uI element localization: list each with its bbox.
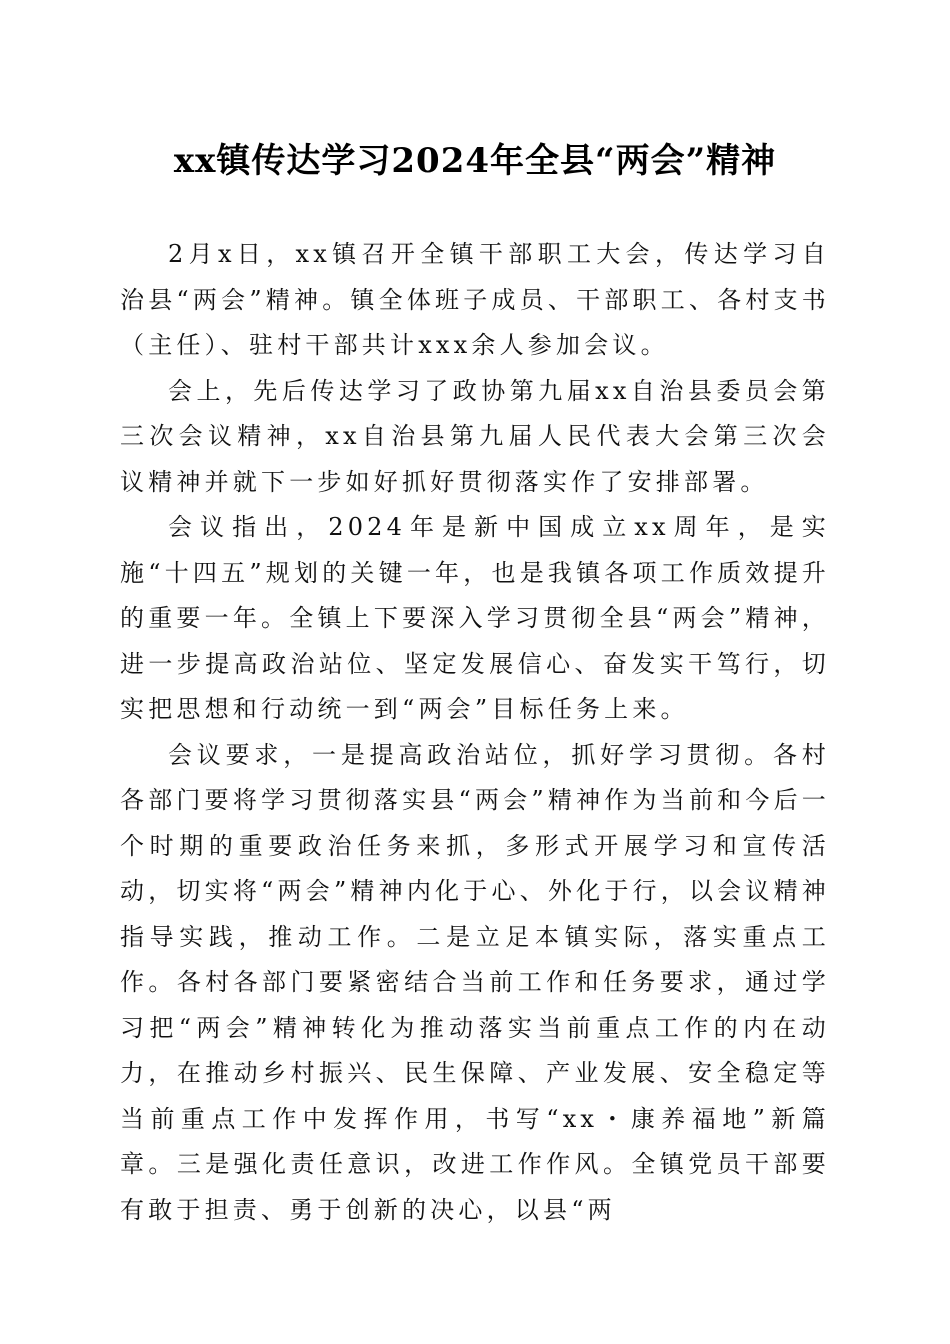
paragraph-meeting-intro: 2月x日，xx镇召开全镇干部职工大会，传达学习自治县“两会”精神。镇全体班子成员、干部职工、各村支书（主任）、驻村干部共计xxx余人参加会议。 — [120, 240, 830, 359]
paragraph-meeting-requirements: 会议要求，一是提高政治站位，抓好学习贯彻。各村各部门要将学习贯彻落实县“两会”精神作为当前和今后一个时期的重要政治任务来抓，多形式开展学习和宣传活动，切实将“两会”精神内化于心、外化于行，以会议精神指导实践，推动工作。二是立足本镇实际，落实重点工作。各村各部门要紧密结合当前工作和任务要求，通过学习把“两会”精神转化为推动落实当前重点工作的内在动力，在推动乡村振兴、民生保障、产业发展、安全稳定等当前重点工作中发挥作用，书写“xx・康养福地”新篇章。三是强化责任意识，改进工作作风。全镇党员干部要有敢于担责、勇于创新的决心，以县“两 — [120, 740, 830, 1224]
paragraph-meeting-content: 会上，先后传达学习了政协第九届xx自治县委员会第三次会议精神，xx自治县第九届人民代表大会第三次会议精神并就下一步如好抓好贯彻落实作了安排部署。 — [120, 376, 830, 496]
paragraph-meeting-points: 会议指出，2024年是新中国成立xx周年，是实施“十四五”规划的关键一年，也是我镇各项工作质效提升的重要一年。全镇上下要深入学习贯彻全县“两会”精神，进一步提高政治站位、坚定发展信心、奋发实干笃行，切实把思想和行动统一到“两会”目标任务上来。 — [120, 513, 830, 723]
document-body — [120, 232, 830, 1233]
document-title: xx镇传达学习2024年全县“两会”精神 — [173, 141, 777, 181]
